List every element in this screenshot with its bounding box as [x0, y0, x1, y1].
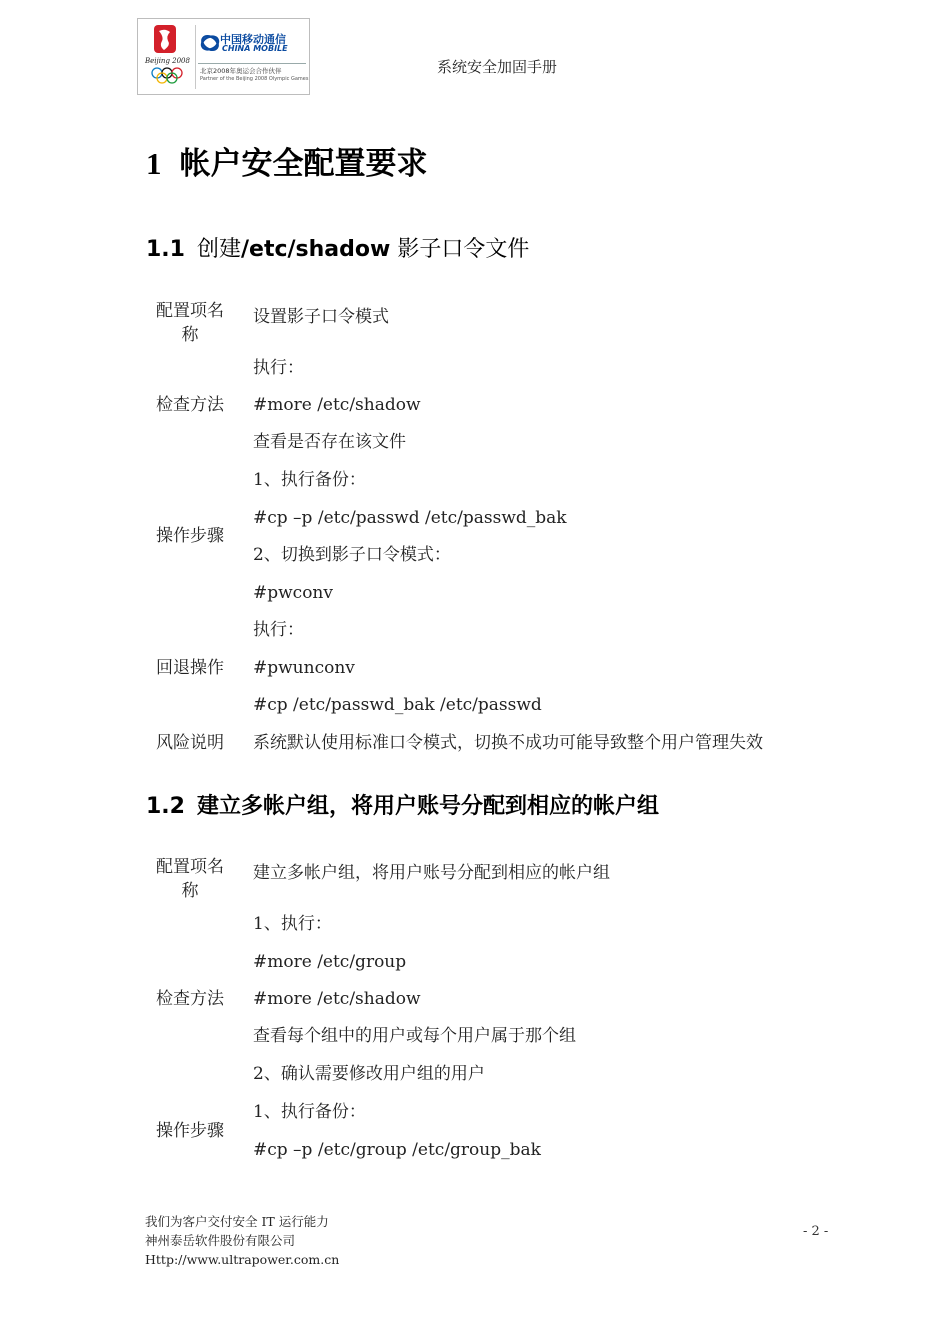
chapter-title: 帐户安全配置要求 — [179, 146, 428, 182]
logo-partner-cn: 北京2008年奥运会合作伙伴 — [200, 67, 282, 75]
config-name-value: 建立多帐户组，将用户账号分配到相应的帐户组 — [253, 863, 610, 883]
config-name-value: 设置影子口令模式 — [253, 307, 389, 327]
check-line: #more /etc/shadow — [253, 395, 421, 415]
footer-company: 神州泰岳软件股份有限公司 — [145, 1233, 296, 1248]
section-heading-1-2 — [146, 789, 659, 820]
section-number: 1.2 — [146, 794, 185, 819]
logo-rule — [198, 63, 306, 64]
header-logo — [137, 18, 310, 95]
risk-line: 系统默认使用标准口令模式，切换不成功可能导致整个用户管理失效 — [253, 733, 763, 753]
label-risk: 风险说明 — [156, 733, 224, 753]
step-line: 2、切换到影子口令模式： — [253, 545, 451, 565]
check-line: 查看每个组中的用户或每个用户属于那个组 — [253, 1026, 576, 1046]
step-line: 1、执行备份： — [253, 1102, 366, 1122]
rollback-line: 执行： — [253, 620, 304, 640]
step-line: 1、执行备份： — [253, 470, 366, 490]
logo-partner-en: Partner of the Beijing 2008 Olympic Games — [200, 76, 309, 82]
china-mobile-logo-icon — [200, 33, 220, 53]
chapter-heading — [146, 138, 428, 183]
rollback-line: #cp /etc/passwd_bak /etc/passwd — [253, 695, 542, 715]
footer-slogan: 我们为客户交付安全 IT 运行能力 — [145, 1214, 329, 1229]
step-line: #cp –p /etc/group /etc/group_bak — [253, 1140, 541, 1160]
beijing-olympic-emblem-icon — [140, 23, 192, 89]
section-title-post: 影子口令文件 — [390, 237, 530, 262]
logo-brand-cn: 中国移动通信 — [220, 33, 286, 46]
logo-brand-en: CHINA MOBILE — [222, 44, 288, 53]
label-check-method: 检查方法 — [156, 989, 224, 1009]
logo-divider — [195, 25, 196, 89]
check-line: 查看是否存在该文件 — [253, 432, 406, 452]
chapter-number: 1 — [146, 146, 162, 181]
step-line: #pwconv — [253, 583, 333, 603]
section-title: 建立多帐户组，将用户账号分配到相应的帐户组 — [196, 794, 659, 819]
beijing-mark-text: Beijing 2008 — [145, 57, 190, 65]
section-heading-1-1 — [146, 232, 529, 263]
label-check-method: 检查方法 — [156, 395, 224, 415]
label-operation-steps: 操作步骤 — [156, 1121, 224, 1141]
check-line: #more /etc/group — [253, 952, 407, 972]
check-line: 2、确认需要修改用户组的用户 — [253, 1064, 485, 1084]
check-line: 执行： — [253, 358, 304, 378]
rollback-line: #pwunconv — [253, 658, 355, 678]
label-rollback: 回退操作 — [156, 658, 224, 678]
step-line: #cp –p /etc/passwd /etc/passwd_bak — [253, 508, 567, 528]
check-line: #more /etc/shadow — [253, 989, 421, 1009]
label-config-name: 配置项名称 — [156, 857, 224, 901]
section-number: 1.1 — [146, 237, 185, 262]
section-title-pre: 创建 — [196, 237, 241, 262]
document-title: 系统安全加固手册 — [437, 58, 558, 76]
footer-website: Http://www.ultrapower.com.cn — [145, 1252, 340, 1267]
label-operation-steps: 操作步骤 — [156, 526, 224, 546]
section-title-path: /etc/shadow — [241, 237, 391, 262]
label-config-name: 配置项名称 — [156, 301, 224, 345]
check-line: 1、执行： — [253, 914, 332, 934]
page-number: - 2 - — [803, 1224, 829, 1239]
